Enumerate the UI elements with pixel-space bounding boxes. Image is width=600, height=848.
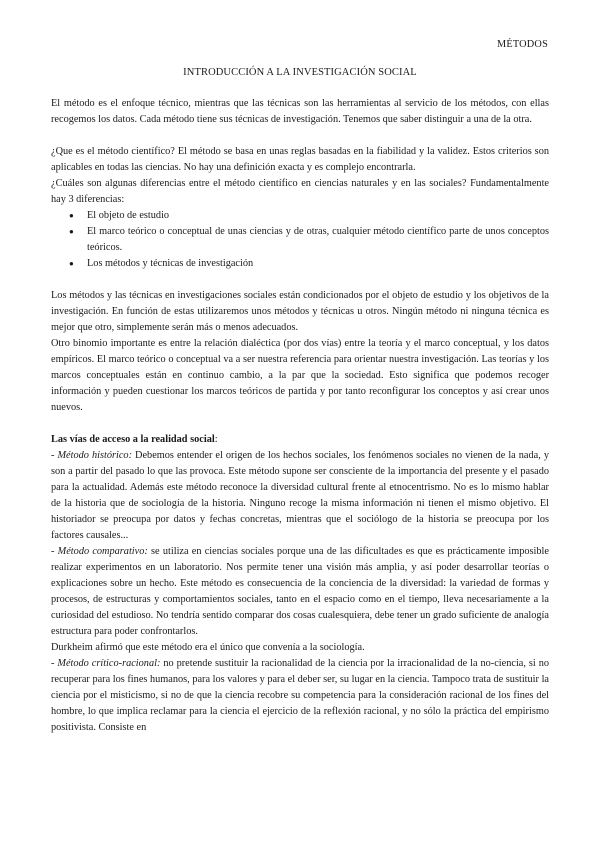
running-header: MÉTODOS [497,39,548,50]
paragraph-gap [51,272,549,288]
metodo-historico-paragraph [51,448,549,544]
paragraph-gap [51,128,549,144]
differences-list [51,208,549,272]
metodo-historico-text: Debemos entender el origen de los hechos sociales, los fenómenos sociales no vienen de la nada, y son a partir del pasado lo que las provoca. Este método supone ser consciente de la importancia del presente y el pasado para la actualidad. Además este método reconoce la diversidad cultural frente al etnocentrismo. No es lo mismo hablar de la historia que de sociología de la historia. Ninguno recoge la misma información ni tienen el mismo objetivo. El historiador se preocupa por datos y fechas concretas, mientras que el sociólogo de la historia se preocupa por los factores causales... [51,450,549,541]
paragraph-gap [51,416,549,432]
metodo-critico-label: Método crítico-racional: [57,658,161,669]
vias-heading-text: Las vías de acceso a la realidad social [51,434,215,445]
metodo-critico-paragraph [51,656,549,736]
vias-heading-colon: : [214,434,218,445]
metodo-comparativo-label: Método comparativo: [57,546,148,557]
document-body [51,96,549,736]
list-item: ● El objeto de estudio [87,208,549,224]
binomio-paragraph: Otro binomio importante es entre la relación dialéctica (por dos vías) entre la teoría y el marco conceptual, y los datos empíricos. El marco teórico o conceptual va a ser nuestra referencia para orientar nuestra investigación. Las teorías y los marcos conceptuales están en continuo cambio, a la par que la sociedad. Esto significa que podemos recoger información y pueden cuestionar los marcos teóricos de partida y por tanto reconfigurar los conceptos y así crear unos nuevos. [51,338,549,413]
question-scientific-method: ¿Que es el método científico? El método se basa en unas reglas basadas en la fiabilidad y la validez. Estos criterios son aplicables en todas las ciencias. No hay una definición exacta y es complejo encontrarla. [51,146,549,173]
item-dash: - [51,450,58,461]
methods-paragraph: Los métodos y las técnicas en investigaciones sociales están condicionados por el objeto de estudio y los objetivos de la investigación. En función de estas utilizaremos unos métodos y técnicas u otros. Ningún método ni ninguna técnica es mejor que otro, simplemente serán más o menos adecuados. [51,290,549,333]
metodo-critico-text: no pretende sustituir la racionalidad de la ciencia por la irracionalidad de la no-ciencia, si no recuperar para los fines humanos, para los valores y para el deber ser, su lugar en la ciencia. Tampoco trata de sustituir la ciencia por el misticismo, si no de que la ciencia recobre su competencia para la consideración racional de los fines del hombre, lo que implica reclamar para la ciencia el ejercicio de la reflexión racional, y no sólo la práctica del empirismo positivista. Consiste en [51,658,549,733]
list-item: ● Los métodos y técnicas de investigación [87,256,549,272]
item-dash: - [51,546,58,557]
item-dash: - [51,658,58,669]
document-title: INTRODUCCIÓN A LA INVESTIGACIÓN SOCIAL [183,67,417,78]
metodo-comparativo-paragraph [51,544,549,640]
intro-paragraph: El método es el enfoque técnico, mientras que las técnicas son las herramientas al servicio de los métodos, con ellas recogemos los datos. Cada método tiene sus técnicas de investigación. Tenemos que saber distinguir a una de la otra. [51,98,549,125]
vias-heading [51,432,549,448]
metodo-comparativo-text: se utiliza en ciencias sociales porque una de las dificultades es que es prácticamente imposible realizar experimentos en un laboratorio. Nos permite tener una visión más amplia, y así poder desarrollar teorías o explicaciones sobre un hecho. Este método es consecuencia de la conciencia de la diversidad: la variedad de formas y procesos, de estructuras y comportamientos sociales, tanto en el espacio como en el tiempo, lleva necesariamente a la curiosidad del estudioso. No tendría sentido comparar dos cosas cualesquiera, debe tener un grado suficiente de analogía estructura para poder confrontarlos. [51,546,549,637]
metodo-historico-label: Método histórico: [57,450,132,461]
durkheim-paragraph: Durkheim afirmó que este método era el único que convenía a la sociología. [51,642,365,653]
question-differences: ¿Cuáles son algunas diferencias entre el método científico en ciencias naturales y en las sociales? Fundamentalmente hay 3 diferencias: [51,178,549,205]
list-item: ● El marco teórico o conceptual de unas ciencias y de otras, cualquier método científico parte de unos conceptos teóricos. [87,224,549,256]
